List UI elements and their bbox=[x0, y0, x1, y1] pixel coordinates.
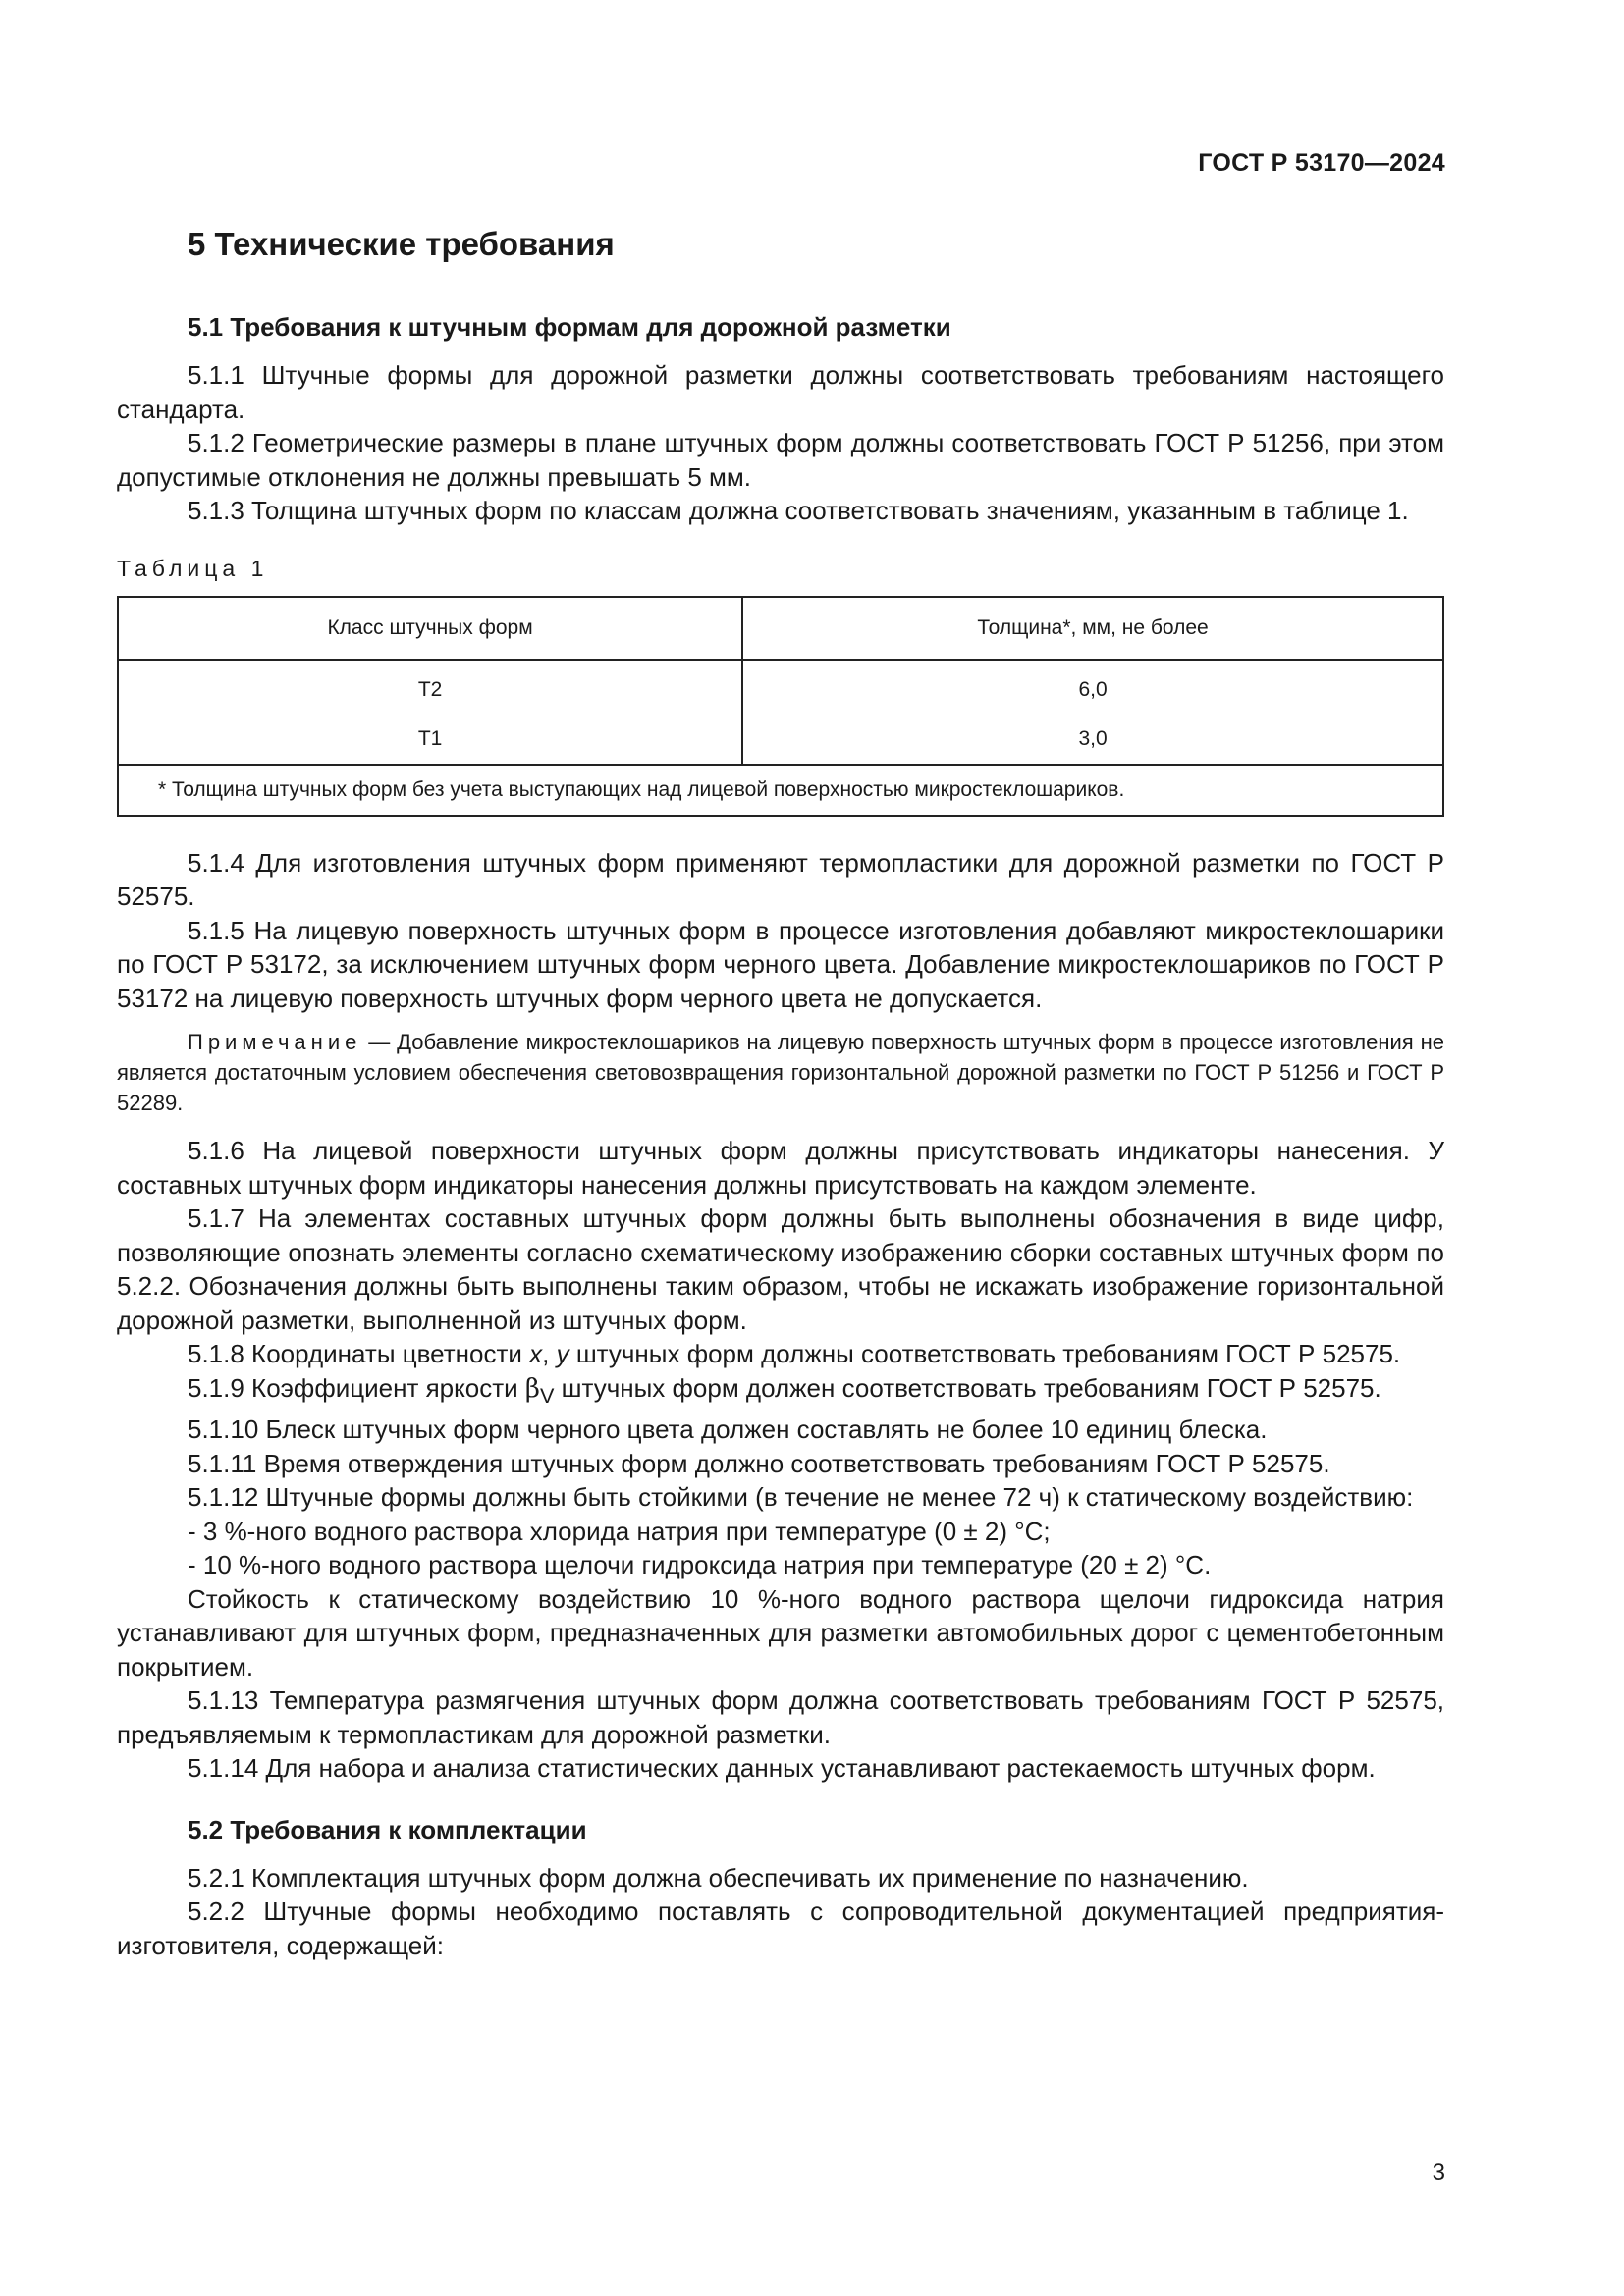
paragraph-5-2-2: 5.2.2 Штучные формы необходимо поставлять с сопроводительной документацией предприятия-изготовителя, содержащей: bbox=[117, 1896, 1444, 1960]
paragraph-5-1-4: 5.1.4 Для изготовления штучных форм применяют термопластики для дорожной разметки по ГОСТ Р 52575. bbox=[117, 847, 1444, 911]
table-1 bbox=[117, 596, 1444, 817]
table-header-class: Класс штучных форм bbox=[118, 597, 742, 660]
list-item: - 10 %-ного водного раствора щелочи гидроксида натрия при температуре (20 ± 2) °С. bbox=[188, 1550, 1212, 1580]
comma: , bbox=[542, 1339, 557, 1368]
symbol-y: y bbox=[556, 1339, 569, 1368]
document-body bbox=[117, 220, 1444, 1962]
section-5-1-title: 5.1 Требования к штучным формам для дорожной разметки bbox=[188, 312, 951, 342]
paragraph-5-1-8 bbox=[117, 1337, 1444, 1371]
section-5-title: 5 Технические требования bbox=[188, 226, 615, 262]
paragraph-5-1-9 bbox=[117, 1371, 1444, 1414]
paragraph-5-1-2: 5.1.2 Геометрические размеры в плане штучных форм должны соответствовать ГОСТ Р 51256, при этом допустимые отклонения не должны превышать 5 мм. bbox=[117, 428, 1444, 492]
paragraph-5-1-8-text-end: штучных форм должны соответствовать требованиям ГОСТ Р 52575. bbox=[568, 1339, 1401, 1368]
paragraph-5-1-7: 5.1.7 На элементах составных штучных форм должны быть выполнены обозначения в виде цифр, позволяющие опознать элементы согласно схематическому изображению сборки составных штучных форм по 5.2.2. Обозначения должны быть выполнены таким образом, чтобы не искажать изображение горизонтальной дорожной разметки, выполненной из штучных форм. bbox=[117, 1203, 1444, 1335]
table-header-thickness: Толщина*, мм, не более bbox=[742, 597, 1443, 660]
paragraph-5-1-13: 5.1.13 Температура размягчения штучных форм должна соответствовать требованиям ГОСТ Р 52575, предъявляемым к термопластикам для дорожной разметки. bbox=[117, 1685, 1444, 1749]
table-footnote-row bbox=[118, 765, 1443, 816]
note-label: Примечание bbox=[188, 1030, 362, 1054]
paragraph-5-1-11: 5.1.11 Время отверждения штучных форм должно соответствовать требованиям ГОСТ Р 52575. bbox=[188, 1448, 1330, 1478]
list-item: - 3 %-ного водного раствора хлорида натрия при температуре (0 ± 2) °С; bbox=[188, 1516, 1051, 1546]
table-cell-class: Т2 bbox=[417, 677, 443, 701]
paragraph-5-1-10: 5.1.10 Блеск штучных форм черного цвета должен составлять не более 10 единиц блеска. bbox=[188, 1415, 1268, 1445]
table-row bbox=[118, 660, 1443, 715]
symbol-x: x bbox=[529, 1339, 543, 1368]
note bbox=[117, 1027, 1444, 1118]
table-cell-thickness: 6,0 bbox=[742, 660, 1443, 715]
table-footnote: * Толщина штучных форм без учета выступающих над лицевой поверхностью микростеклошариков. bbox=[118, 765, 1443, 816]
page-number: 3 bbox=[1432, 2160, 1445, 2186]
paragraph-5-2-1: 5.2.1 Комплектация штучных форм должна обеспечивать их применение по назначению. bbox=[188, 1862, 1249, 1893]
paragraph-5-1-14: 5.1.14 Для набора и анализа статистических данных устанавливают растекаемость штучных форм. bbox=[188, 1753, 1376, 1784]
section-5-2-title: 5.2 Требования к комплектации bbox=[188, 1814, 587, 1844]
paragraph-5-1-3: 5.1.3 Толщина штучных форм по классам должна соответствовать значениям, указанным в таблице 1. bbox=[188, 496, 1409, 525]
table-row bbox=[118, 715, 1443, 765]
paragraph-5-1-9-text: 5.1.9 Коэффициент яркости bbox=[188, 1372, 525, 1403]
paragraph-5-1-12: 5.1.12 Штучные формы должны быть стойкими (в течение не менее 72 ч) к статическому воздействию: bbox=[188, 1482, 1414, 1513]
paragraph-stability: Стойкость к статическому воздействию 10 %-ного водного раствора щелочи гидроксида натрия устанавливают для штучных форм, предназначенных для разметки автомобильных дорог с цементобетонным покрытием. bbox=[117, 1583, 1444, 1682]
paragraph-5-1-9-text-end: штучных форм должен соответствовать требованиям ГОСТ Р 52575. bbox=[554, 1372, 1381, 1403]
paragraph-5-1-8-text: 5.1.8 Координаты цветности bbox=[188, 1339, 530, 1368]
paragraph-5-1-6: 5.1.6 На лицевой поверхности штучных форм должны присутствовать индикаторы нанесения. У составных штучных форм индикаторы нанесения должны присутствовать на каждом элементе. bbox=[117, 1136, 1444, 1200]
note-text: — Добавление микростеклошариков на лицевую поверхность штучных форм в процессе изготовления не является достаточным условием обеспечения световозвращения горизонтальной дорожной разметки по ГОСТ Р 51256 и ГОСТ Р 52289. bbox=[117, 1030, 1444, 1115]
table-cell-class: Т1 bbox=[417, 726, 443, 750]
symbol-beta: β bbox=[524, 1373, 540, 1404]
paragraph-5-1-5: 5.1.5 На лицевую поверхность штучных форм в процессе изготовления добавляют микростеклошарики по ГОСТ Р 53172, за исключением штучных форм черного цвета. Добавление микростеклошариков по ГОСТ Р 53172 на лицевую поверхность штучных форм черного цвета не допускается. bbox=[117, 915, 1444, 1013]
paragraph-5-1-1: 5.1.1 Штучные формы для дорожной разметки должны соответствовать требованиям настоящего стандарта. bbox=[117, 360, 1444, 424]
document-code: ГОСТ Р 53170—2024 bbox=[1198, 149, 1445, 177]
symbol-subscript-v: V bbox=[539, 1382, 555, 1408]
table-cell-thickness: 3,0 bbox=[742, 715, 1443, 765]
table-caption: Таблица 1 bbox=[117, 555, 269, 581]
table-header-row bbox=[118, 597, 1443, 660]
